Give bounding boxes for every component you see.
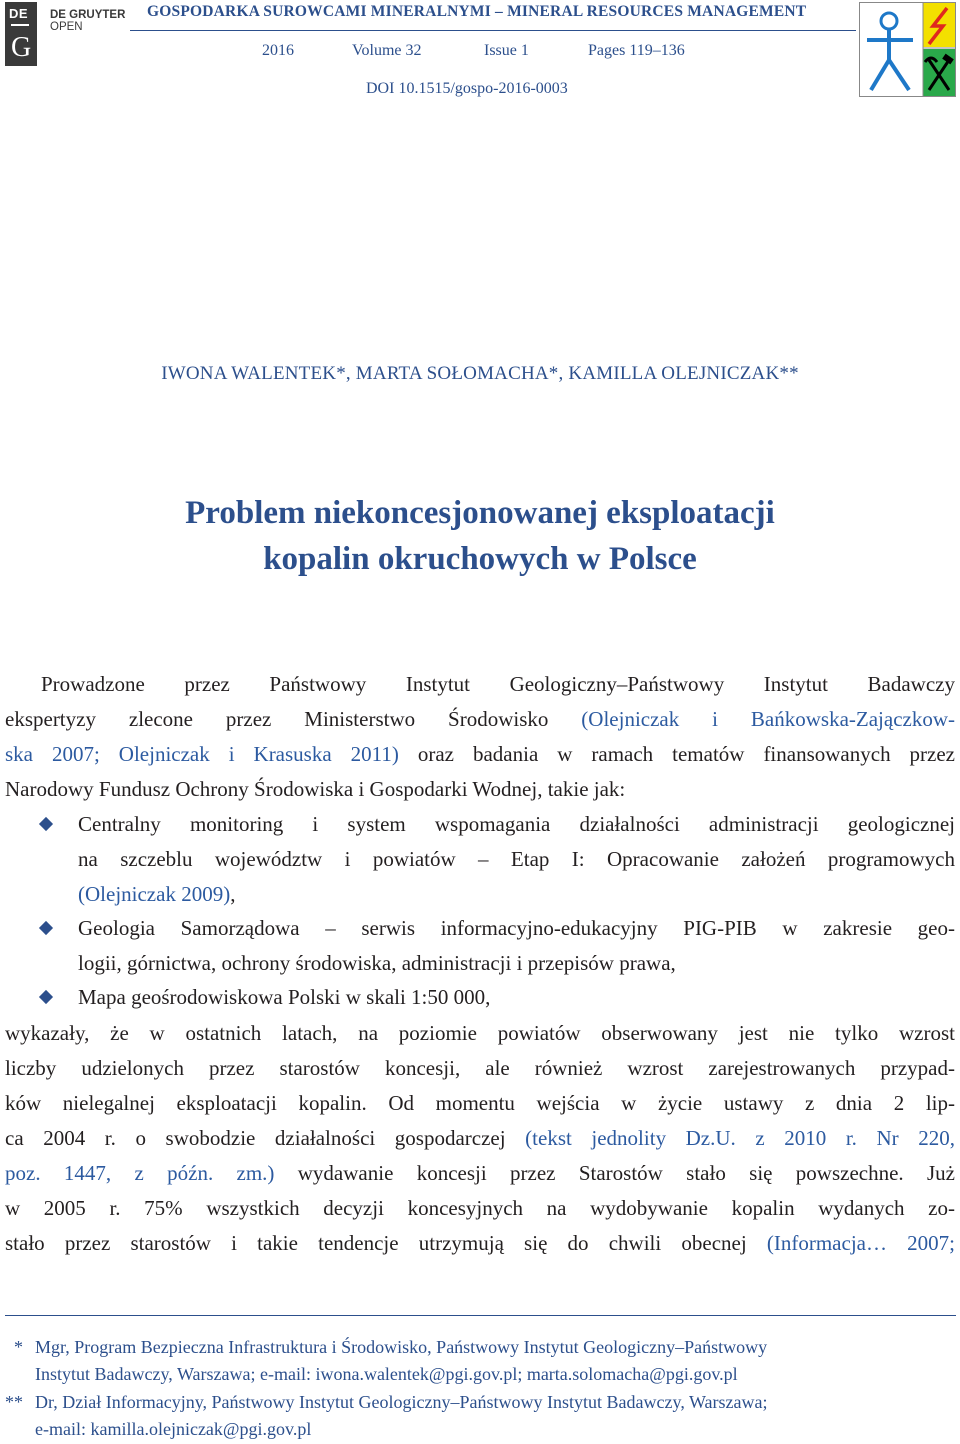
- doi: DOI 10.1515/gospo-2016-0003: [366, 80, 568, 97]
- article-title: [0, 490, 960, 582]
- body-line: poz. 1447, z późn. zm.) wydawanie koncesji przez Starostów stało się powszechne. Już: [5, 1161, 955, 1185]
- body-line: liczby udzielonych przez starostów koncesji, ale również wzrost zarejestrowanych przypad-: [5, 1056, 955, 1080]
- list-item: Mapa geośrodowiskowa Polski w skali 1:50 000,: [78, 985, 491, 1009]
- publisher-logo-letters: DE: [9, 6, 29, 21]
- citation-link[interactable]: (tekst jednolity Dz.U. z 2010 r. Nr 220,: [525, 1126, 955, 1150]
- bullet-diamond-icon: [39, 817, 53, 831]
- issue-pages: Pages 119–136: [588, 42, 685, 59]
- issue-volume: Volume 32: [352, 42, 422, 59]
- footnote-mark: *: [14, 1337, 23, 1357]
- body-line: ca 2004 r. o swobodzie działalności gospodarczej (tekst jednolity Dz.U. z 2010 r. Nr 220,: [5, 1126, 955, 1150]
- body-line: wykazały, że w ostatnich latach, na poziomie powiatów obserwowany jest nie tylko wzrost: [5, 1021, 955, 1045]
- body-line: ków nielegalnej eksploatacji kopalin. Od momentu wejścia w życie ustawy z dnia 2 lip-: [5, 1091, 955, 1115]
- issue-year: 2016: [262, 42, 294, 59]
- citation-link[interactable]: (Informacja… 2007;: [766, 1231, 955, 1255]
- footnote-divider: [5, 1315, 956, 1316]
- issue-number: Issue 1: [484, 42, 529, 59]
- publisher-logo: [5, 2, 37, 66]
- list-item: na szczeblu województw i powiatów – Etap I: Opracowanie założeń programowych: [78, 847, 955, 871]
- citation-link[interactable]: poz. 1447, z późn. zm.): [5, 1161, 275, 1185]
- list-item: logii, górnictwa, ochrony środowiska, administracji i przepisów prawa,: [78, 951, 676, 975]
- publisher-name: DE GRUYTER: [50, 9, 126, 21]
- article-authors: IWONA WALENTEK*, MARTA SOŁOMACHA*, KAMILLA OLEJNICZAK**: [161, 363, 799, 384]
- body-line: stało przez starostów i takie tendencje utrzymują się do chwili obecnej (Informacja… 2007;: [5, 1231, 955, 1255]
- citation-link[interactable]: (Olejniczak 2009): [78, 882, 231, 906]
- footnote-line: Dr, Dział Informacyjny, Państwowy Instytut Geologiczny–Państwowy Instytut Badawczy, Warszawa;: [35, 1392, 768, 1412]
- publisher-sub: OPEN: [50, 21, 83, 33]
- footnote-line: Mgr, Program Bezpieczna Infrastruktura i Środowisko, Państwowy Instytut Geologiczny–Państwowy: [35, 1337, 768, 1357]
- journal-title: GOSPODARKA SUROWCAMI MINERALNYMI – MINERAL RESOURCES MANAGEMENT: [147, 3, 807, 20]
- body-line: Prowadzone przez Państwowy Instytut Geologiczny–Państwowy Instytut Badawczy: [41, 672, 955, 696]
- body-line: Narodowy Fundusz Ochrony Środowiska i Gospodarki Wodnej, takie jak:: [5, 777, 626, 801]
- footnote-line: Instytut Badawczy, Warszawa; e-mail: iwona.walentek@pgi.gov.pl; marta.solomacha@pgi.gov.pl: [35, 1364, 738, 1384]
- list-item: Geologia Samorządowa – serwis informacyjno-edukacyjny PIG-PIB w zakresie geo-: [78, 916, 955, 940]
- publisher-logo-glyph: G: [11, 32, 32, 63]
- article-title-line1: Problem niekoncesjonowanej eksploatacji: [185, 495, 775, 531]
- citation-link[interactable]: (Olejniczak i Bańkowska-Zajączkow-: [581, 707, 955, 731]
- list-item: Centralny monitoring i system wspomagania działalności administracji geologicznej: [78, 812, 955, 836]
- citation-link[interactable]: ska 2007; Olejniczak i Krasuska 2011): [5, 742, 399, 766]
- journal-logo-icon: [859, 2, 956, 97]
- body-line: ekspertyzy zlecone przez Ministerstwo Środowisko (Olejniczak i Bańkowska-Zajączkow-: [5, 707, 955, 731]
- header-divider: [130, 30, 856, 31]
- bullet-diamond-icon: [39, 921, 53, 935]
- body-line: w 2005 r. 75% wszystkich decyzji koncesyjnych na wydobywanie kopalin wydanych zo-: [5, 1196, 955, 1220]
- body-line: ska 2007; Olejniczak i Krasuska 2011) oraz badania w ramach tematów finansowanych przez: [5, 742, 956, 766]
- bullet-diamond-icon: [39, 990, 53, 1004]
- footnote-mark: **: [5, 1392, 23, 1412]
- footnote-line: e-mail: kamilla.olejniczak@pgi.gov.pl: [35, 1419, 312, 1439]
- article-title-line2: kopalin okruchowych w Polsce: [263, 541, 697, 577]
- list-item: (Olejniczak 2009),: [78, 882, 236, 906]
